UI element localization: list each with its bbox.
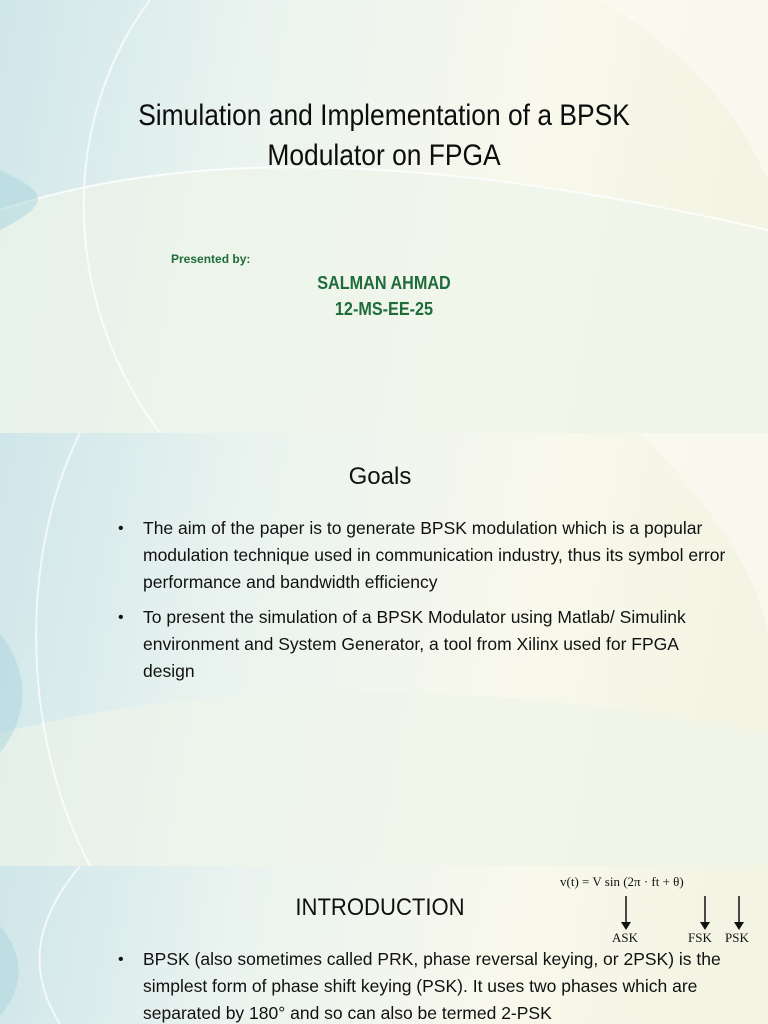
introduction-slide [0, 866, 768, 1024]
title-line-2: Modulator on FPGA [267, 139, 501, 172]
modulation-formula [560, 872, 760, 948]
bullet-icon: • [118, 609, 124, 626]
goals-slide [0, 433, 768, 866]
bullet-icon: • [118, 951, 124, 968]
author-block [249, 270, 519, 322]
formula-label-ask: ASK [612, 930, 639, 945]
introduction-heading: INTRODUCTION [295, 894, 465, 921]
author-id: 12-MS-EE-25 [334, 299, 434, 319]
title-line-1: Simulation and Implementation of a BPSK [138, 99, 630, 132]
introduction-bullet-list [118, 946, 732, 1024]
list-item [118, 946, 732, 1024]
bullet-text: To present the simulation of a BPSK Modulator using Matlab/ Simulink environment and System Generator, a tool from Xilinx used for FPGA design [143, 607, 686, 681]
title-slide [0, 0, 768, 433]
formula-label-fsk: FSK [688, 930, 712, 945]
list-item [118, 515, 732, 596]
bullet-text: The aim of the paper is to generate BPSK modulation which is a popular modulation technique used in communication industry, thus its symbol error performance and bandwidth efficiency [143, 518, 726, 592]
goals-bullet-list [118, 515, 732, 693]
author-name: SALMAN AHMAD [317, 273, 451, 293]
list-item [118, 604, 732, 685]
page-title [81, 96, 686, 176]
bullet-text: BPSK (also sometimes called PRK, phase reversal keying, or 2PSK) is the simplest form of phase shift keying (PSK). It uses two phases which are separated by 180° and so can also be termed 2-PSK [143, 949, 721, 1023]
presented-by-label: Presented by: [171, 252, 251, 266]
formula-text: v(t) = V sin (2π · ft + θ) [560, 874, 684, 889]
goals-heading: Goals [348, 463, 412, 490]
slide-background-swoosh [0, 0, 768, 433]
formula-label-psk: PSK [725, 930, 749, 945]
bullet-icon: • [118, 520, 124, 537]
